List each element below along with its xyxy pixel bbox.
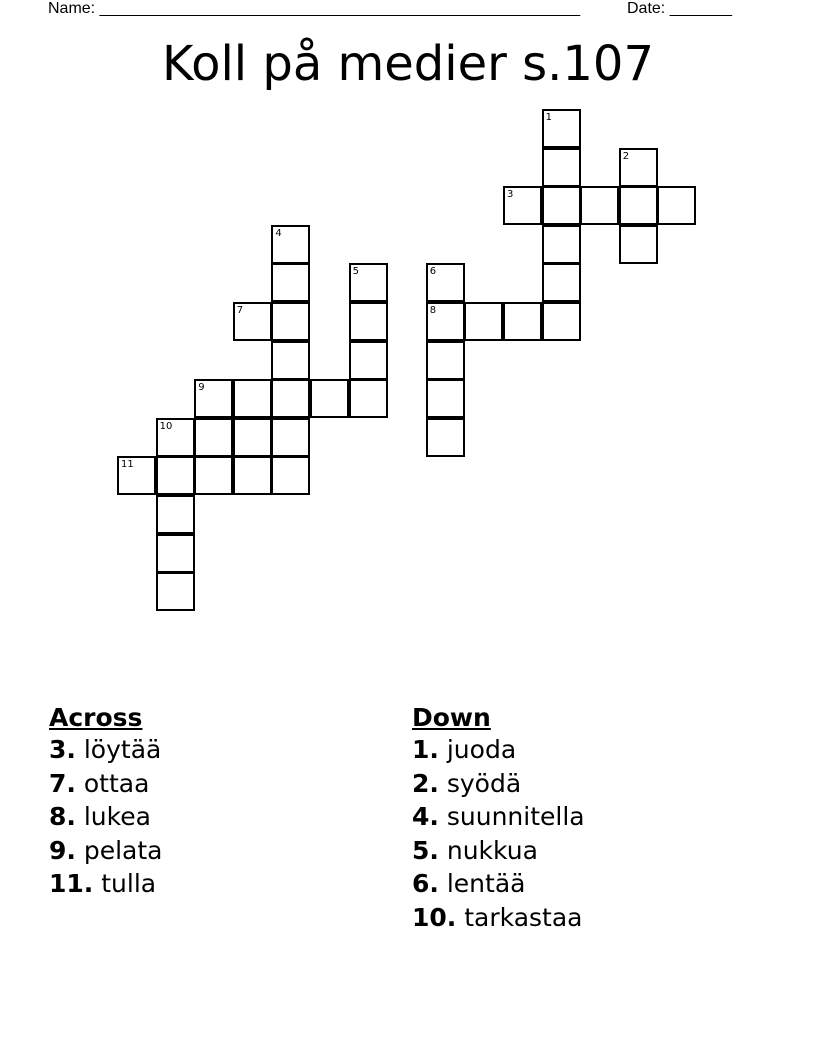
crossword-cell[interactable] bbox=[349, 379, 388, 418]
clue-across-item bbox=[49, 867, 163, 901]
crossword-cell[interactable] bbox=[503, 186, 542, 225]
clue-down-item bbox=[412, 800, 585, 834]
cell-number: 3 bbox=[507, 189, 514, 201]
crossword-cell[interactable] bbox=[271, 418, 310, 457]
crossword-cell[interactable] bbox=[271, 456, 310, 495]
clue-down-item bbox=[412, 901, 585, 935]
clue-across-item bbox=[49, 834, 163, 868]
down-clues bbox=[412, 703, 585, 934]
crossword-cell[interactable] bbox=[426, 263, 465, 302]
crossword-cell[interactable] bbox=[271, 341, 310, 380]
crossword-cell[interactable] bbox=[117, 456, 156, 495]
crossword-cell[interactable] bbox=[156, 456, 195, 495]
crossword-cell[interactable] bbox=[194, 418, 233, 457]
cell-number: 1 bbox=[545, 112, 552, 123]
across-clues bbox=[49, 703, 163, 901]
crossword-cell[interactable] bbox=[542, 302, 581, 341]
clue-text: löytää bbox=[83, 735, 162, 764]
crossword-cell[interactable] bbox=[426, 341, 465, 380]
date-field-label: Date: _______ bbox=[627, 0, 732, 17]
crossword-cell[interactable] bbox=[156, 495, 195, 534]
clue-across-item bbox=[49, 800, 163, 834]
crossword-cell[interactable] bbox=[271, 302, 310, 341]
clue-text: pelata bbox=[83, 835, 163, 865]
clue-text: lukea bbox=[83, 802, 151, 831]
clue-across-item bbox=[49, 733, 163, 767]
clue-text: tulla bbox=[101, 869, 157, 898]
clue-down-item bbox=[412, 867, 585, 901]
crossword-cell[interactable] bbox=[426, 418, 465, 457]
crossword-cell[interactable] bbox=[233, 456, 272, 495]
clue-number: 5. bbox=[412, 835, 439, 865]
crossword-cell[interactable] bbox=[233, 379, 272, 418]
cell-number: 2 bbox=[622, 150, 630, 162]
crossword-cell[interactable] bbox=[426, 379, 465, 418]
page-title: Koll på medier s.107 bbox=[161, 36, 655, 92]
crossword-cell[interactable] bbox=[580, 186, 619, 225]
cell-number: 8 bbox=[429, 305, 437, 316]
crossword-cell[interactable] bbox=[233, 302, 272, 341]
crossword-cell[interactable] bbox=[194, 456, 233, 495]
clue-number: 4. bbox=[412, 802, 439, 831]
across-heading: Across bbox=[49, 703, 143, 732]
clue-number: 11. bbox=[49, 869, 94, 898]
crossword-cell[interactable] bbox=[542, 263, 581, 302]
crossword-cell[interactable] bbox=[349, 263, 388, 302]
clue-down-item bbox=[412, 767, 585, 801]
clue-number: 8. bbox=[49, 802, 76, 831]
crossword-cell[interactable] bbox=[271, 263, 310, 302]
clue-number: 1. bbox=[412, 735, 439, 764]
crossword-cell[interactable] bbox=[619, 225, 658, 264]
crossword-cell[interactable] bbox=[542, 148, 581, 187]
clue-text: syödä bbox=[446, 768, 522, 798]
clue-across-item bbox=[49, 767, 163, 801]
clue-number: 3. bbox=[49, 735, 76, 764]
clue-number: 10. bbox=[412, 902, 457, 932]
crossword-cell[interactable] bbox=[542, 225, 581, 264]
cell-number: 9 bbox=[198, 382, 205, 394]
crossword-cell[interactable] bbox=[542, 109, 581, 148]
crossword-cell[interactable] bbox=[271, 379, 310, 418]
crossword-cell[interactable] bbox=[194, 379, 233, 418]
crossword-cell[interactable] bbox=[349, 341, 388, 380]
crossword-cell[interactable] bbox=[503, 302, 542, 341]
crossword-cell[interactable] bbox=[310, 379, 349, 418]
crossword-cell[interactable] bbox=[619, 186, 658, 225]
cell-number: 11 bbox=[121, 459, 134, 471]
cell-number: 5 bbox=[352, 266, 359, 278]
crossword-cell[interactable] bbox=[426, 302, 465, 341]
cell-number: 10 bbox=[159, 420, 173, 432]
crossword-cell[interactable] bbox=[156, 572, 195, 611]
crossword-cell[interactable] bbox=[464, 302, 503, 341]
clue-down-item bbox=[412, 733, 585, 767]
clue-down-item bbox=[412, 834, 585, 868]
crossword-cell[interactable] bbox=[657, 186, 696, 225]
worksheet-header bbox=[48, 0, 742, 20]
clue-number: 7. bbox=[49, 768, 76, 798]
crossword-cell[interactable] bbox=[233, 418, 272, 457]
crossword-cell[interactable] bbox=[271, 225, 310, 264]
crossword-cell[interactable] bbox=[542, 186, 581, 225]
crossword-cell[interactable] bbox=[156, 534, 195, 573]
clue-text: lentää bbox=[446, 869, 526, 898]
crossword-cell[interactable] bbox=[619, 148, 658, 187]
clue-text: ottaa bbox=[83, 768, 150, 798]
clue-text: suunnitella bbox=[446, 802, 585, 831]
cell-number: 4 bbox=[275, 227, 282, 239]
clue-number: 2. bbox=[412, 768, 439, 798]
clue-text: juoda bbox=[446, 735, 517, 764]
crossword-cell[interactable] bbox=[156, 418, 195, 457]
clue-number: 6. bbox=[412, 869, 439, 898]
down-heading: Down bbox=[412, 703, 491, 732]
clue-text: tarkastaa bbox=[464, 902, 583, 932]
cell-number: 6 bbox=[429, 266, 437, 278]
name-field-label: Name: ______________________________________________________ bbox=[48, 0, 581, 17]
clue-text: nukkua bbox=[446, 835, 538, 865]
crossword-cell[interactable] bbox=[349, 302, 388, 341]
cell-number: 7 bbox=[236, 305, 244, 316]
clue-number: 9. bbox=[49, 835, 76, 865]
